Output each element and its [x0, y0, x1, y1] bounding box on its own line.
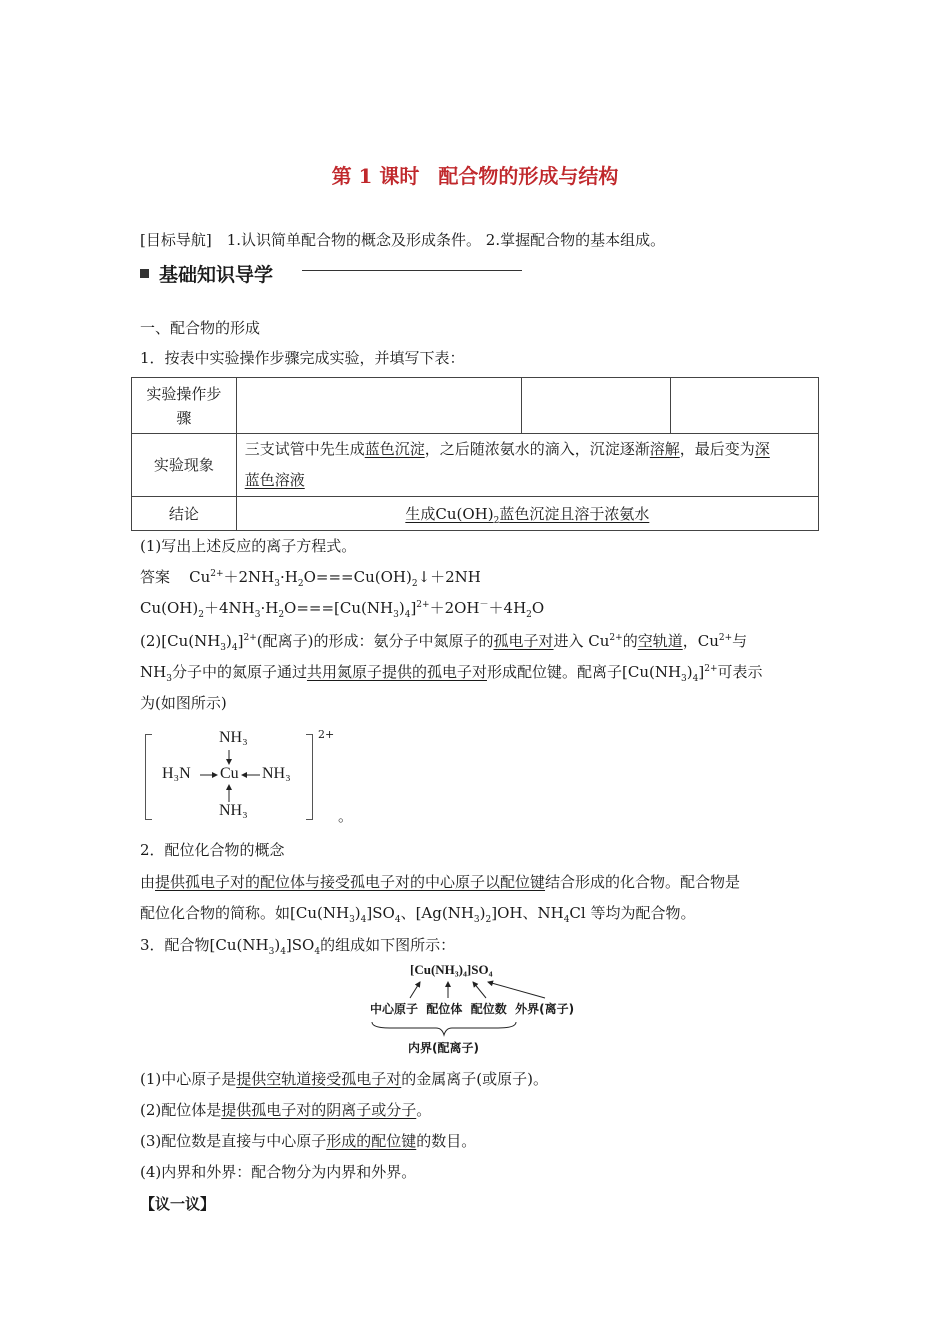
ligand-top: NH₃	[219, 729, 248, 746]
ion-charge: 2+	[318, 728, 335, 741]
composition-labels: 中心原子 配位体 配位数 外界(离子)	[370, 1002, 575, 1016]
arrow-outer-sphere	[488, 982, 545, 998]
point-3: (3)配位数是直接与中心原子形成的配位键的数目。	[140, 1132, 477, 1150]
question-2-line-2: $NH_3$分子中的氮原子通过共用氮原子提供的孤电子对形成配位键。配离子$[Cu(NH_3)_4]^{2+}$可表示	[140, 663, 763, 684]
table-cell-phenomenon: 三支试管中先生成蓝色沉淀，之后随浓氨水的滴入，沉淀逐渐溶解，最后变为深 蓝色溶液	[236, 434, 818, 497]
table-cell-empty	[670, 378, 818, 434]
goal-line: [目标导航] 1.认识简单配合物的概念及形成条件。 2.掌握配合物的基本组成。	[140, 231, 666, 249]
lesson-title: 配合物的形成与结构	[438, 164, 619, 188]
table-row-label: 结论	[132, 497, 237, 531]
section-2-heading: 2．配位化合物的概念	[140, 841, 285, 859]
composition-formula: [Cu(NH₃)₄]SO₄	[410, 962, 493, 977]
definition-line-2: 配位化合物的简称。如$[Cu(NH_3)_4]SO_4$、$[Ag(NH_3)_2]OH$、$NH_4Cl$ 等均为配合物。	[140, 904, 696, 925]
central-atom: Cu	[220, 765, 239, 782]
table-row-label: 实验现象	[132, 434, 237, 497]
diagram-period: 。	[338, 807, 354, 825]
question-2-line-3: 为(如图所示)	[140, 694, 227, 712]
table-row-label: 实验操作步骤	[132, 378, 237, 434]
ligand-right: NH₃	[262, 765, 291, 782]
inner-sphere-brace	[372, 1022, 516, 1035]
section-1-heading: 一、配合物的形成	[140, 319, 261, 337]
question-1: (1)写出上述反应的离子方程式。	[140, 537, 357, 555]
answer-line-2: $Cu(OH)_2+4NH_3\cdot H_2O===[Cu(NH_3)_4]^{2+}+2OH^-+4H_2O$	[140, 599, 545, 620]
ligand-bottom: NH₃	[219, 802, 248, 819]
discussion-heading: 【议一议】	[140, 1195, 216, 1213]
experiment-table	[131, 377, 819, 531]
table-cell-empty	[236, 378, 521, 434]
ligand-left: H₃N	[162, 765, 191, 782]
arrow-center-atom	[410, 982, 420, 998]
square-bullet-icon	[140, 269, 149, 278]
table-cell-empty	[521, 378, 670, 434]
inner-sphere-label: 内界(配离子)	[408, 1041, 479, 1055]
table-cell-conclusion: 生成$Cu(OH)_2$蓝色沉淀且溶于浓氨水	[236, 497, 818, 531]
point-1: (1)中心原子是提供空轨道接受孤电子对的金属离子(或原子)。	[140, 1070, 548, 1088]
question-2-line-1: $(2)[Cu(NH_3)_4]^{2+}$(配离子)的形成：氨分子中氮原子的孤电子对进入 $Cu^{2+}$的空轨道，$Cu^{2+}$与	[140, 632, 748, 653]
definition-line-1: 由提供孤电子对的配位体与接受孤电子对的中心原子以配位键结合形成的化合物。配合物是	[140, 873, 741, 891]
section-header: 基础知识导学	[140, 260, 273, 287]
section-3-heading: 3．配合物$[Cu(NH_3)_4]SO_4$的组成如下图所示：	[140, 936, 456, 957]
arrow-coord-number	[473, 982, 486, 998]
answer-line-1: 答案 $Cu^{2+}+2NH_3\cdot H_2O===Cu(OH)_2↓+2NH$	[140, 568, 481, 589]
coordination-arrows	[140, 720, 340, 830]
section-divider	[302, 270, 522, 271]
lesson-number: 第 1 课时	[331, 164, 420, 188]
point-4: (4)内界和外界：配合物分为内界和外界。	[140, 1163, 417, 1181]
page-title	[0, 160, 950, 189]
point-2: (2)配位体是提供孤电子对的阴离子或分子。	[140, 1101, 432, 1119]
item-1: 1．按表中实验操作步骤完成实验，并填写下表：	[140, 349, 465, 367]
